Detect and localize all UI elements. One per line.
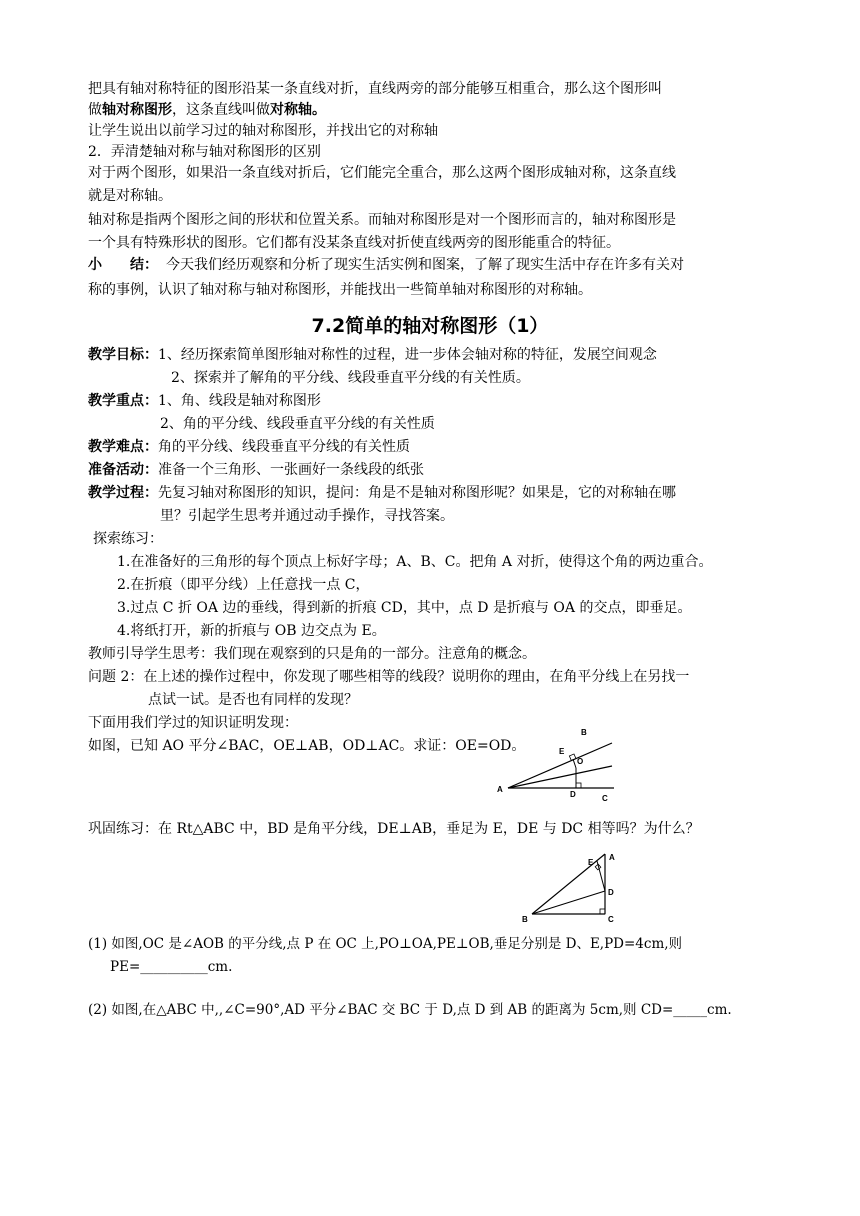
summary-line-1 [88,256,684,274]
intro-line-5: 对于两个图形，如果沿一条直线对折后，它们能完全重合，那么这两个图形成轴对称，这条直线 [88,165,676,181]
question-2-line-2: 点试一试。是否也有同样的发现？ [148,692,358,708]
goal-text: 1、经历探索简单图形轴对称性的过程，进一步体会轴对称的特征，发展空间观念 [158,347,657,363]
teacher-guide: 教师引导学生思考：我们现在观察到的只是角的一部分。注意角的概念。 [88,646,536,662]
hard-line [88,438,410,456]
prove-intro: 下面用我们学过的知识证明发现： [88,715,298,731]
intro-line-7: 轴对称是指两个图形之间的形状和位置关系。而轴对称图形是对一个图形而言的，轴对称图形是 [88,212,676,228]
explore-step-1: 1.在准备好的三角形的每个顶点上标好字母；A、B、C。把角 A 对折，使得这个角的两边重合。 [117,554,713,570]
intro-line-1: 把具有轴对称特征的图形沿某一条直线对折，直线两旁的部分能够互相重合，那么这个图形叫 [88,81,662,97]
exercise-1-line-2: PE=__________cm. [110,959,233,975]
label-a: A [497,785,503,794]
label-d: D [608,888,614,897]
exercise-2: (2) 如图,在△ABC 中,,∠C=90°,AD 平分∠BAC 交 BC 于 D,点 D 到 AB 的距离为 5cm,则 CD=_____cm. [88,1002,732,1018]
lesson-title: 7.2简单的轴对称图形（1） [311,315,549,337]
key-text: 1、角、线段是轴对称图形 [158,393,321,409]
label-e: E [588,858,594,867]
goal-line-1 [88,346,657,364]
proc-line-1 [88,484,676,502]
explore-step-2: 2.在折痕（即平分线）上任意找一点 C， [117,577,370,593]
goal-label: 教学目标： [88,347,158,363]
proc-text: 先复习轴对称图形的知识，提问：角是不是轴对称图形呢？如果是，它的对称轴在哪 [158,485,676,501]
bisector-bd [532,891,605,914]
hard-label: 教学难点： [88,439,158,455]
explore-step-4: 4.将纸打开，新的折痕与 OB 边交点为 E。 [117,623,386,639]
intro-line-6: 就是对称轴。 [88,188,172,204]
right-angle-mark-c [600,909,605,914]
practice-question: 巩固练习：在 Rt△ABC 中，BD 是角平分线，DE⊥AB，垂足为 E，DE 与 DC 相等吗？为什么？ [88,821,700,837]
angle-bisector-figure [492,722,622,806]
intro-line-8: 一个具有特殊形状的图形。它们都有没某条直线对折使直线两旁的图形能重合的特征。 [88,235,620,251]
intro-line-3: 让学生说出以前学习过的轴对称图形，并找出它的对称轴 [88,123,438,139]
intro-text: ，这条直线叫做 [172,102,270,118]
prep-line [88,461,424,479]
summary-line-2: 称的事例，认识了轴对称与轴对称图形，并能找出一些简单轴对称图形的对称轴。 [88,282,592,298]
label-c: C [608,915,614,922]
label-b: B [581,728,587,737]
key-label: 教学重点： [88,393,158,409]
goal-line-2: 2、探索并了解角的平分线、线段垂直平分线的有关性质。 [171,370,530,386]
key-line-2: 2、角的平分线、线段垂直平分线的有关性质 [160,416,435,432]
segment-de [597,861,605,891]
intro-text: 做 [88,102,102,118]
summary-label: 小 结： [88,257,158,273]
right-angle-mark-d [576,783,581,788]
side-ab [532,854,605,914]
question-2-line-1: 问题 2：在上述的操作过程中，你发现了哪些相等的线段？说明你的理由，在角平分线上在另找一 [88,669,690,685]
label-e: E [559,747,565,756]
prep-text: 准备一个三角形、一张画好一条线段的纸张 [158,462,424,478]
right-triangle-figure [518,848,624,922]
term-axial-symmetric-figure: 轴对称图形 [102,102,172,118]
intro-line-2 [88,101,326,119]
label-a: A [609,853,615,862]
key-line-1 [88,392,321,410]
hard-text: 角的平分线、线段垂直平分线的有关性质 [158,439,410,455]
label-d: D [570,790,576,799]
label-b: B [522,915,528,922]
bisector-ao [508,766,612,788]
summary-text: 今天我们经历观察和分析了现实生活实例和图案，了解了现实生活中存在许多有关对 [166,257,684,273]
segment-oe [573,759,576,768]
term-symmetry-axis: 对称轴。 [270,102,326,118]
explore-step-3: 3.过点 C 折 OA 边的垂线，得到新的折痕 CD，其中，点 D 是折痕与 OA 的交点，即垂足。 [117,600,692,616]
explore-label: 探索练习： [93,531,163,547]
label-c: C [602,794,608,803]
proc-label: 教学过程： [88,485,158,501]
prep-label: 准备活动： [88,462,158,478]
exercise-1-line-1: (1) 如图,OC 是∠AOB 的平分线,点 P 在 OC 上,PO⊥OA,PE⊥OB,垂足分别是 D、E,PD=4cm,则 [88,936,683,952]
prove-statement: 如图，已知 AO 平分∠BAC，OE⊥AB，OD⊥AC。求证：OE=OD。 [88,738,526,754]
label-o: O [577,757,584,766]
proc-line-2: 里？引起学生思考并通过动手操作，寻找答案。 [160,508,454,524]
intro-line-4: 2．弄清楚轴对称与轴对称图形的区别 [88,144,321,160]
